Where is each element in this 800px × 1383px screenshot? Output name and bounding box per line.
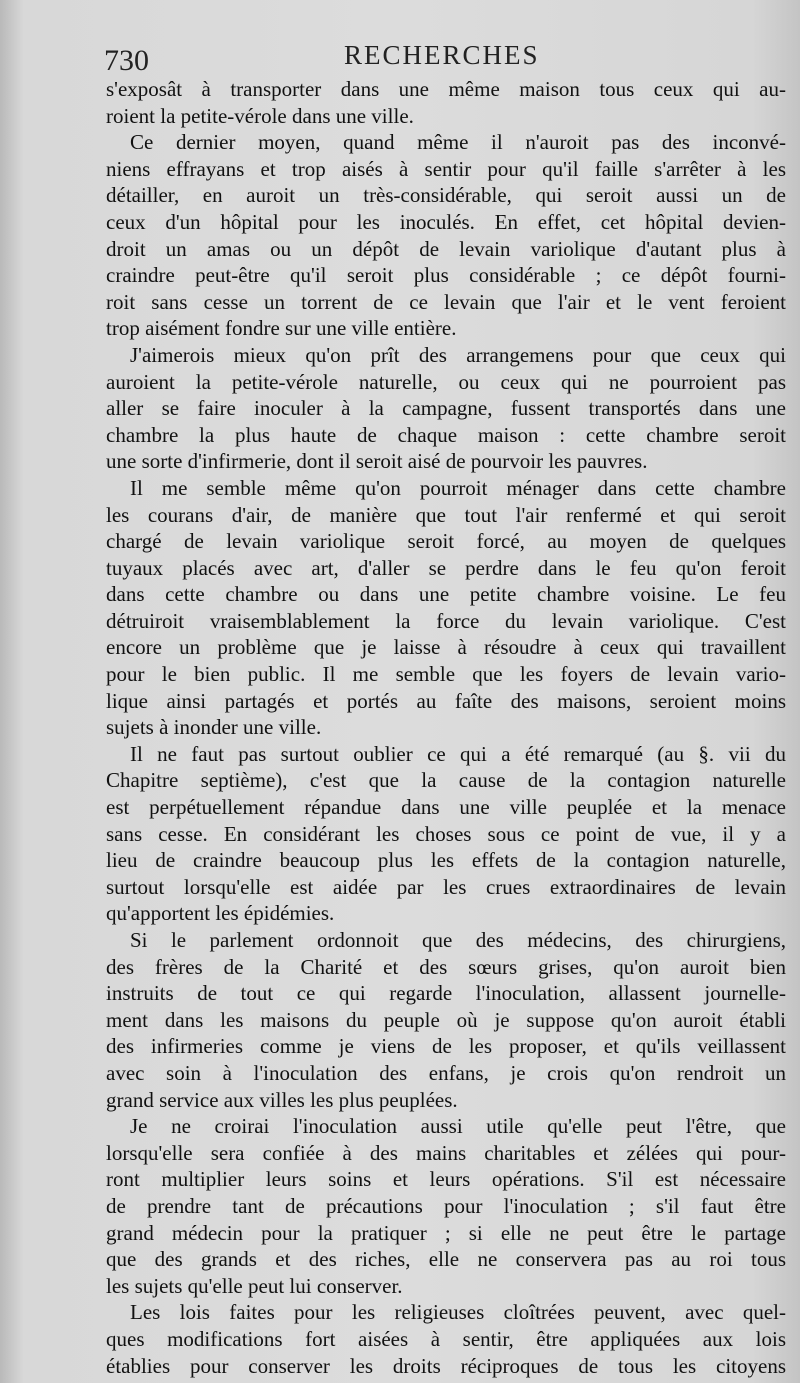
paragraph — [106, 475, 786, 741]
text-line: J'aimerois mieux qu'on prît des arrangemens pour que ceux qui — [130, 342, 786, 367]
text-line: niens effrayans et trop aisés à sentir pour qu'il faille s'arrêter à les — [106, 156, 786, 181]
text-line: ront multiplier leurs soins et leurs opérations. S'il est nécessaire — [106, 1167, 786, 1192]
paragraph — [106, 76, 786, 129]
paragraph — [106, 741, 786, 927]
text-line: des frères de la Charité et des sœurs grises, qu'on auroit bien — [106, 954, 786, 979]
text-line: Je ne croirai l'inoculation aussi utile qu'elle peut l'être, que — [130, 1114, 786, 1139]
page-header — [104, 40, 784, 77]
text-line: sujets à inonder une ville. — [106, 715, 322, 740]
paragraph — [106, 342, 786, 475]
text-line: que des grands et des riches, elle ne conservera pas au roi tous — [106, 1247, 786, 1272]
text-line: roient la petite-vérole dans une ville. — [106, 103, 414, 128]
text-line: surtout lorsqu'elle est aidée par les crues extraordinaires de levain — [106, 874, 786, 899]
text-line: instruits de tout ce qui regarde l'inoculation, allassent journelle- — [106, 981, 786, 1006]
text-line: une sorte d'infirmerie, dont il seroit aisé de pourvoir les pauvres. — [106, 449, 648, 474]
text-line: grand médecin pour la pratiquer ; si elle ne peut être le partage — [106, 1220, 786, 1245]
text-line: s'exposât à transporter dans une même maison tous ceux qui au- — [106, 77, 786, 101]
text-line: de prendre tant de précautions pour l'inoculation ; s'il faut être — [106, 1193, 786, 1218]
text-line: les courans d'air, de manière que tout l'air renfermé et qui seroit — [106, 502, 786, 527]
text-line: qu'apportent les épidémies. — [106, 901, 335, 926]
text-line: ment dans les maisons du peuple où je suppose qu'on auroit établi — [106, 1007, 786, 1032]
text-line: lique ainsi partagés et portés au faîte des maisons, seroient moins — [106, 688, 786, 713]
text-line: détruiroit vraisemblablement la force du levain variolique. C'est — [106, 608, 786, 633]
text-line: pour le bien public. Il me semble que les foyers de levain vario- — [106, 662, 786, 687]
text-line: établies pour conserver les droits réciproques de tous les citoyens — [106, 1353, 786, 1378]
text-line: ques modifications fort aisées à sentir, être appliquées aux lois — [106, 1326, 786, 1351]
text-line: Il me semble même qu'on pourroit ménager dans cette chambre — [130, 475, 786, 500]
text-line: lieu de craindre beaucoup plus les effets de la contagion naturelle, — [106, 848, 786, 873]
text-line: aller se faire inoculer à la campagne, fussent transportés dans une — [106, 396, 786, 421]
text-line: est perpétuellement répandue dans une ville peuplée et la menace — [106, 795, 786, 820]
text-line: dans cette chambre ou dans une petite chambre voisine. Le feu — [106, 582, 786, 607]
text-line: trop aisément fondre sur une ville entière. — [106, 316, 457, 341]
body-text — [106, 76, 786, 1379]
text-line: Si le parlement ordonnoit que des médecins, des chirurgiens, — [130, 928, 786, 952]
text-line: des infirmeries comme je viens de les proposer, et qu'ils veillassent — [106, 1034, 786, 1059]
page-number: 730 — [104, 44, 149, 77]
text-line: Chapitre septième), c'est que la cause de la contagion naturelle — [106, 768, 786, 793]
text-line: détailler, en auroit un très-considérable, qui seroit aussi un de — [106, 183, 786, 208]
text-line: encore un problème que je laisse à résoudre à ceux qui travaillent — [106, 635, 786, 660]
text-line: grand service aux villes les plus peuplées. — [106, 1087, 458, 1112]
text-line: Ce dernier moyen, quand même il n'auroit pas des inconvé- — [130, 130, 786, 155]
text-line: chambre la plus haute de chaque maison : cette chambre seroit — [106, 422, 786, 447]
text-line: craindre peut-être qu'il seroit plus considérable ; ce dépôt fourni- — [106, 263, 786, 288]
paragraph — [106, 129, 786, 342]
text-line: auroient la petite-vérole naturelle, ou ceux qui ne pourroient pas — [106, 369, 786, 394]
running-title: RECHERCHES — [344, 40, 540, 70]
text-line: chargé de levain variolique seroit forcé, au moyen de quelques — [106, 529, 786, 554]
text-line: ceux d'un hôpital pour les inoculés. En effet, cet hôpital devien- — [106, 209, 786, 234]
text-line: lorsqu'elle sera confiée à des mains charitables et zélées qui pour- — [106, 1140, 786, 1165]
text-line: droit un amas ou un dépôt de levain variolique d'autant plus à — [106, 236, 786, 261]
text-line: Il ne faut pas surtout oublier ce qui a été remarqué (au §. vii du — [130, 741, 786, 766]
text-line: les sujets qu'elle peut lui conserver. — [106, 1273, 403, 1298]
text-line: avec soin à l'inoculation des enfans, je crois qu'on rendroit un — [106, 1060, 786, 1085]
paragraph — [106, 927, 786, 1113]
paragraph — [106, 1113, 786, 1299]
text-line: tuyaux placés avec art, d'aller se perdre dans le feu qu'on feroit — [106, 555, 786, 580]
text-line: Les lois faites pour les religieuses cloîtrées peuvent, avec quel- — [130, 1300, 786, 1325]
text-line: sans cesse. En considérant les choses sous ce point de vue, il y a — [106, 821, 786, 846]
text-line: roit sans cesse un torrent de ce levain que l'air et le vent feroient — [106, 289, 786, 314]
paragraph — [106, 1299, 786, 1379]
